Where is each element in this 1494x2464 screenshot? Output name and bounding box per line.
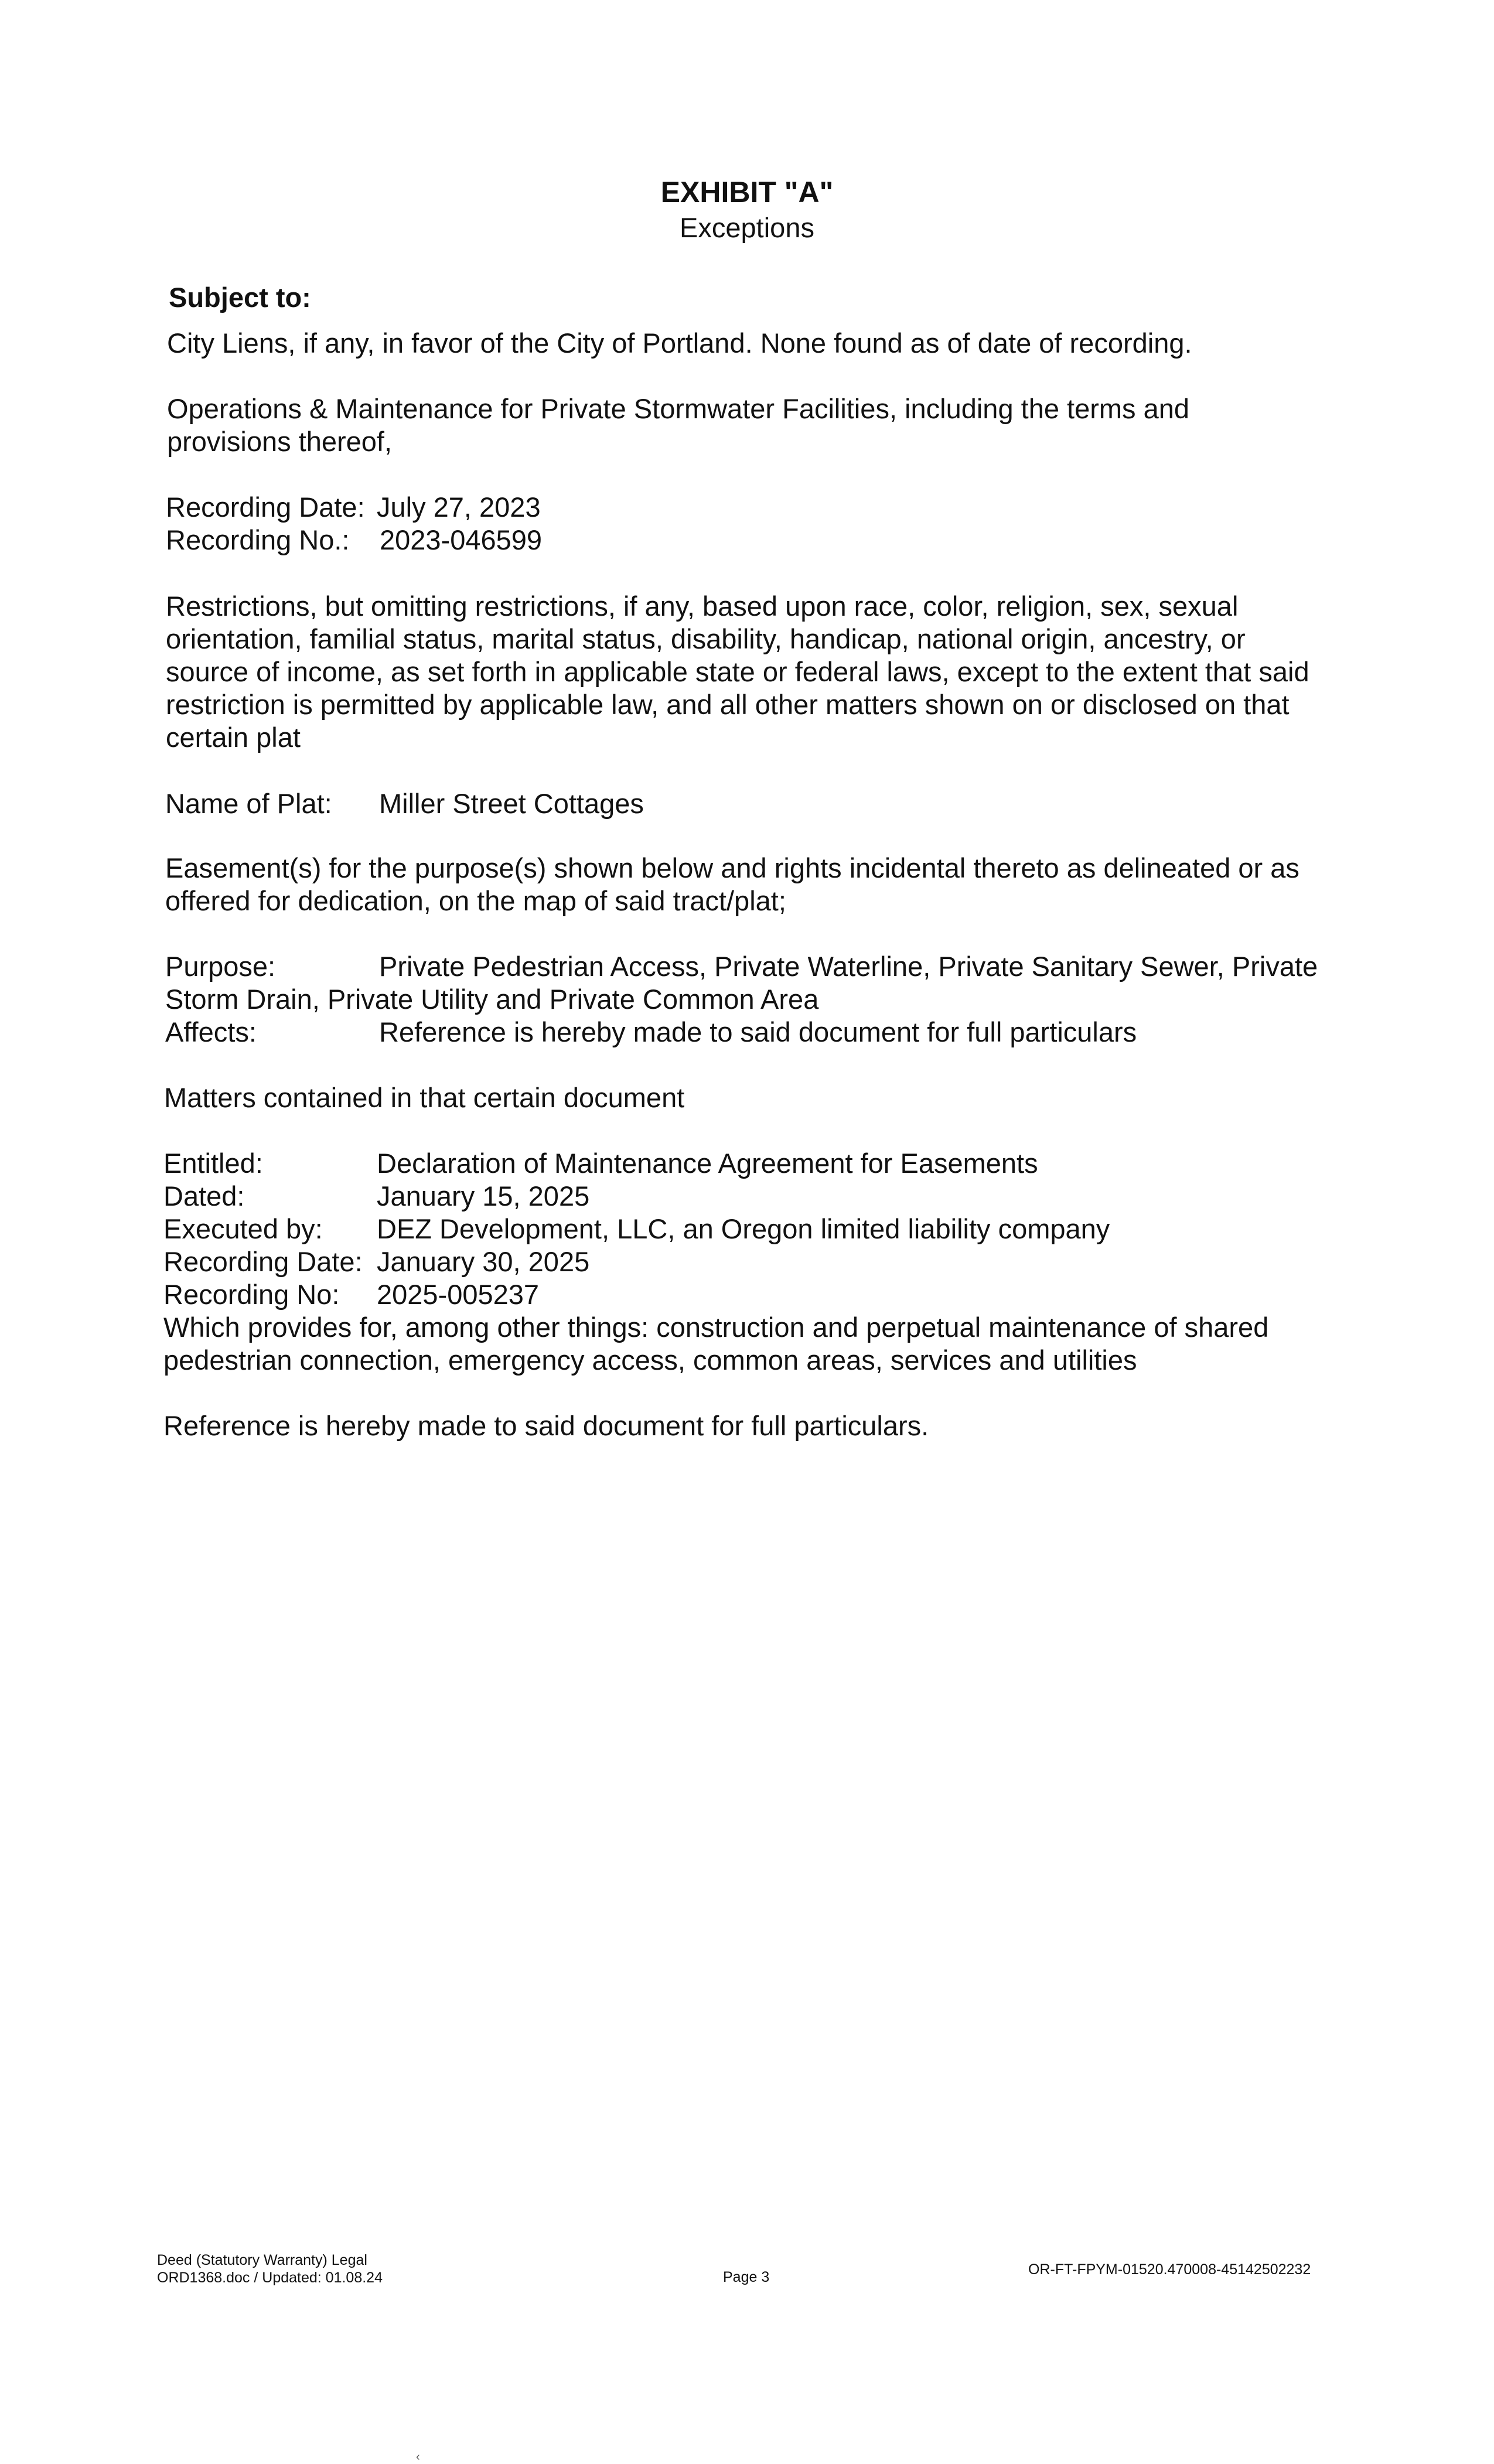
recording-no-row	[166, 524, 1373, 557]
matters-text: Matters contained in that certain document	[164, 1082, 685, 1113]
recording-no-label-2: Recording No:	[163, 1279, 340, 1310]
footer-page-number: Page 3	[723, 2269, 770, 2285]
footer-doc-id: ORD1368.doc / Updated: 01.08.24	[157, 2270, 383, 2286]
reference-text: Reference is hereby made to said document for full particulars.	[163, 1410, 929, 1441]
city-liens-text: City Liens, if any, in favor of the City of Portland. None found as of date of recording.	[167, 327, 1192, 359]
recording-no-row-2	[163, 1278, 1370, 1311]
purpose-label: Purpose:	[165, 951, 276, 982]
dated-label: Dated:	[163, 1180, 245, 1211]
plat-label: Name of Plat:	[165, 788, 332, 819]
restrictions-line: orientation, familial status, marital status, disability, handicap, national origin, ancestry, or	[166, 623, 1246, 654]
easement-line: Easement(s) for the purpose(s) shown below and rights incidental thereto as delineated or as	[165, 852, 1299, 883]
provides-line: pedestrian connection, emergency access, common areas, services and utilities	[163, 1344, 1137, 1376]
purpose-value-continued: Storm Drain, Private Utility and Private Common Area	[165, 984, 819, 1015]
footer-doc-type: Deed (Statutory Warranty) Legal	[157, 2252, 367, 2268]
easement-paragraph	[165, 852, 1372, 917]
recording-date-value-2: January 30, 2025	[377, 1246, 590, 1277]
recording-date-value: July 27, 2023	[377, 492, 541, 523]
restrictions-line: source of income, as set forth in applicable state or federal laws, except to the extent that said	[166, 656, 1309, 687]
operations-line: Operations & Maintenance for Private Stormwater Facilities, including the terms and	[167, 393, 1190, 424]
subject-to-heading: Subject to:	[169, 282, 311, 313]
entitled-label: Entitled:	[163, 1148, 263, 1179]
restrictions-line: Restrictions, but omitting restrictions, if any, based upon race, color, religion, sex, sexual	[166, 591, 1239, 622]
affects-row	[165, 1016, 1372, 1049]
affects-value: Reference is hereby made to said document for full particulars	[379, 1016, 1137, 1047]
affects-label: Affects:	[165, 1016, 257, 1047]
restrictions-paragraph	[166, 590, 1373, 754]
exhibit-subtitle: Exceptions	[680, 212, 814, 243]
recording-date-row	[166, 491, 1373, 524]
executed-label: Executed by:	[163, 1213, 323, 1244]
operations-line: provisions thereof,	[167, 426, 393, 457]
operations-paragraph	[167, 393, 1374, 458]
plat-row	[165, 787, 1372, 820]
footer-order-number: OR-FT-FPYM-01520.470008-45142502232	[1028, 2261, 1311, 2278]
recording-no-value: 2023-046599	[380, 524, 543, 555]
dated-row	[163, 1180, 1370, 1213]
recording-no-value-2: 2025-005237	[377, 1279, 540, 1310]
entitled-value: Declaration of Maintenance Agreement for Easements	[377, 1148, 1038, 1179]
purpose-value: Private Pedestrian Access, Private Waterline, Private Sanitary Sewer, Private	[379, 951, 1318, 982]
scan-artifact-mark: ‹	[416, 2451, 420, 2463]
recording-no-label: Recording No.:	[166, 524, 350, 555]
plat-value: Miller Street Cottages	[379, 788, 644, 819]
recording-block-1	[166, 491, 1373, 557]
executed-value: DEZ Development, LLC, an Oregon limited liability company	[377, 1213, 1110, 1244]
recording-date-label: Recording Date:	[166, 492, 365, 523]
purpose-block	[165, 950, 1372, 1049]
recording-date-label-2: Recording Date:	[163, 1246, 363, 1277]
restrictions-line: certain plat	[166, 722, 301, 753]
document-block	[163, 1147, 1370, 1377]
entitled-row	[163, 1147, 1370, 1180]
restrictions-line: restriction is permitted by applicable law, and all other matters shown on or disclosed on that	[166, 689, 1290, 720]
footer-left	[157, 2251, 383, 2286]
easement-line: offered for dedication, on the map of said tract/plat;	[165, 885, 786, 916]
provides-line: Which provides for, among other things: construction and perpetual maintenance of shared	[163, 1312, 1269, 1343]
executed-row	[163, 1213, 1370, 1245]
purpose-row	[165, 950, 1372, 983]
dated-value: January 15, 2025	[377, 1180, 590, 1211]
recording-date-row-2	[163, 1245, 1370, 1278]
exhibit-title: EXHIBIT "A"	[660, 176, 834, 209]
